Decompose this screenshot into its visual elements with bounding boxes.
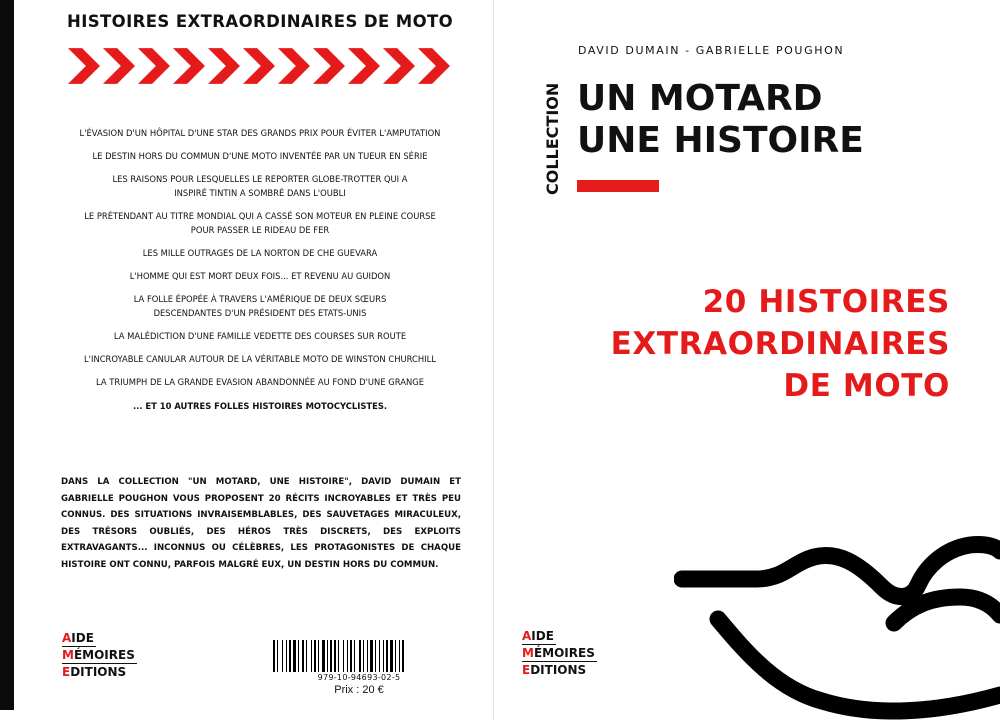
teaser-list (64, 126, 456, 422)
logo-initial: E (522, 663, 531, 677)
isbn-number: 979-10-94693-02-5 (317, 673, 401, 682)
publisher-logo (62, 630, 137, 680)
price-label: Prix : 20 € (334, 684, 384, 696)
collection-title-line: UNE HISTOIRE (577, 120, 864, 161)
logo-initial: E (62, 665, 71, 679)
logo-initial: A (522, 629, 532, 643)
publisher-logo (522, 628, 597, 678)
logo-initial: A (62, 631, 72, 645)
red-chevron-icon (138, 47, 170, 85)
collection-label: COLLECTION (543, 82, 562, 195)
red-chevron-icon (348, 47, 380, 85)
book-title (611, 281, 950, 407)
teaser-item: LA TRIUMPH DE LA GRANDE EVASION ABANDONNÉE AU FOND D'UNE GRANGE (96, 377, 424, 387)
red-chevron-icon (418, 47, 450, 85)
authors: DAVID DUMAIN - GABRIELLE POUGHON (578, 44, 845, 57)
collection-title-line: UN MOTARD (577, 78, 823, 119)
red-chevron-icon (68, 47, 100, 85)
logo-word: IDE (71, 631, 94, 645)
red-chevron-icon (243, 47, 275, 85)
red-chevron-icon (278, 47, 310, 85)
logo-word: ÉMOIRES (73, 648, 135, 662)
logo-word: ÉMOIRES (533, 646, 595, 660)
logo-initial: M (62, 648, 74, 662)
teaser-item: L'HOMME QUI EST MORT DEUX FOIS... ET REVENU AU GUIDON (129, 271, 391, 281)
book-title-line: EXTRAORDINAIRES (610, 326, 950, 362)
red-chevron-icon (173, 47, 205, 85)
teaser-item: LES RAISONS POUR LESQUELLES LE REPORTER GLOBE-TROTTER QUI A INSPIRÉ TINTIN A SOMBRÉ DANS L'OUBLI (112, 174, 408, 198)
red-chevron-icon (313, 47, 345, 85)
front-cover (494, 0, 1000, 720)
red-chevron-icon (208, 47, 240, 85)
teaser-item: L'ÉVASION D'UN HÔPITAL D'UNE STAR DES GRANDS PRIX POUR ÉVITER L'AMPUTATION (79, 128, 441, 138)
left-edge-bar (0, 0, 14, 710)
barcode-icon (271, 640, 447, 672)
book-title-line: DE MOTO (783, 368, 950, 404)
red-accent-bar (577, 180, 659, 192)
logo-initial: M (522, 646, 534, 660)
red-chevron-icon (103, 47, 135, 85)
logo-word: IDE (531, 629, 554, 643)
teaser-item: LE PRÉTENDANT AU TITRE MONDIAL QUI A CASSÉ SON MOTEUR EN PLEINE COURSE POUR PASSER LE RIDEAU DE FER (84, 211, 436, 235)
teaser-item: LES MILLE OUTRAGES DE LA NORTON DE CHE GUEVARA (142, 248, 378, 258)
teaser-item: L'INCROYABLE CANULAR AUTOUR DE LA VÉRITABLE MOTO DE WINSTON CHURCHILL (84, 354, 436, 364)
red-chevron-icon (383, 47, 415, 85)
back-blurb: DANS LA COLLECTION "UN MOTARD, UNE HISTOIRE", DAVID DUMAIN ET GABRIELLE POUGHON VOUS PROPOSENT 20 RÉCITS INCROYABLES ET TRÈS PEU CONNUS. DES SITUATIONS INVRAISEMBLABLES, DES SAUVETAGES MIRACULEUX, DES TRÉSORS OUBLIÉS, DES HÉROS TRÈS DISCRETS, DES EXPLOITS EXTRAVAGANTS... INCONNUS OU CÉLÈBRES, LES PROTAGONISTES DE CHAQUE HISTOIRE ONT CONNU, PARFOIS MALGRÉ EUX, UN DESTIN HORS DU COMMUN. (61, 477, 461, 570)
collection-title (577, 78, 864, 162)
back-cover (14, 0, 492, 720)
barcode-block (271, 640, 447, 696)
motorcycle-outline-icon (674, 535, 1000, 720)
book-title-line: 20 HISTOIRES (702, 284, 950, 320)
teaser-final: ... ET 10 AUTRES FOLLES HISTOIRES MOTOCYCLISTES. (132, 401, 388, 411)
teaser-item: LA MALÉDICTION D'UNE FAMILLE VEDETTE DES COURSES SUR ROUTE (113, 331, 407, 341)
back-cover-title: HISTOIRES EXTRAORDINAIRES DE MOTO (67, 12, 454, 31)
teaser-item: LE DESTIN HORS DU COMMUN D'UNE MOTO INVENTÉE PAR UN TUEUR EN SÉRIE (92, 151, 428, 161)
logo-word: DITIONS (530, 663, 587, 677)
teaser-item: LA FOLLE ÉPOPÉE À TRAVERS L'AMÉRIQUE DE DEUX SŒURS DESCENDANTES D'UN PRÉSIDENT DES ETATS-UNIS (133, 294, 387, 318)
red-chevron-row (68, 47, 450, 85)
logo-word: DITIONS (70, 665, 127, 679)
